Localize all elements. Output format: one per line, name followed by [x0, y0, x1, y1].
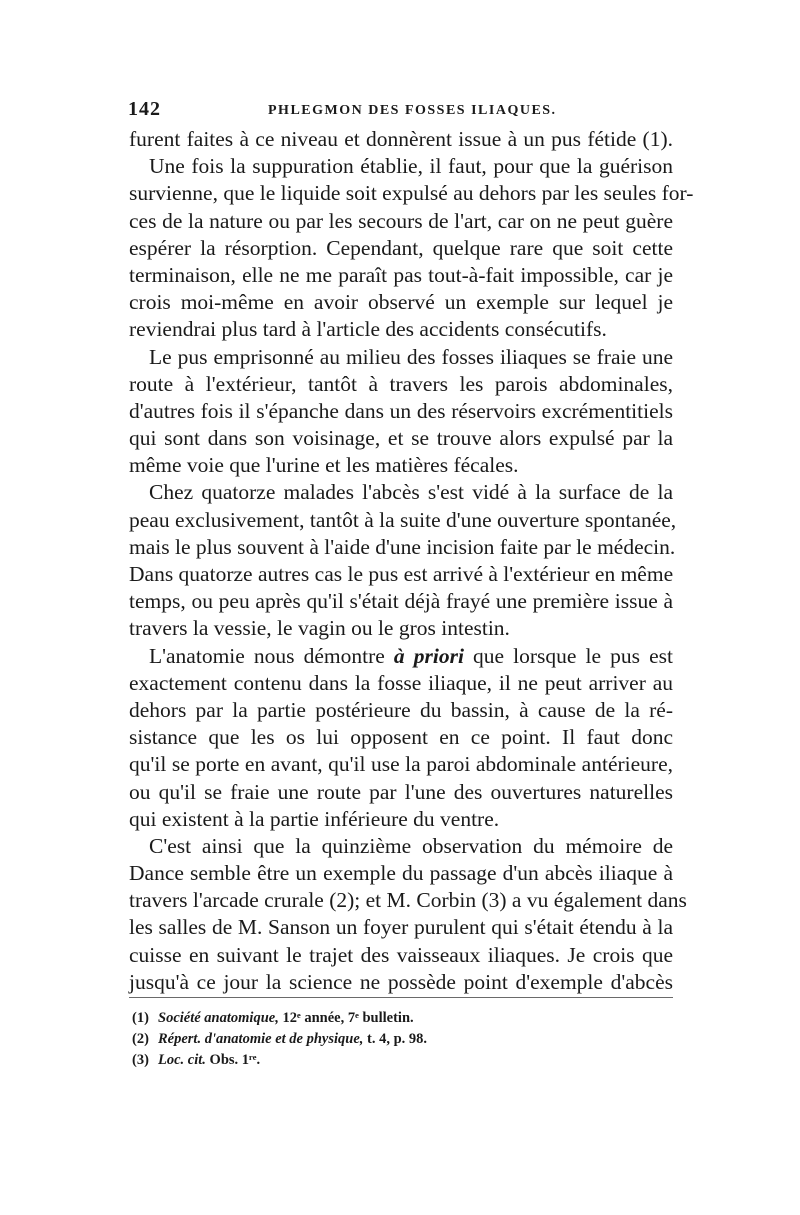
- footnote-source: Société anatomique,: [158, 1010, 279, 1026]
- text-line: même voie que l'urine et les matières fécales.: [129, 453, 519, 478]
- text-line: peau exclusivement, tantôt à la suite d'une ouverture spontanée,: [129, 507, 677, 532]
- text-line: les salles de M. Sanson un foyer purulent qui s'était étendu à la: [129, 915, 673, 940]
- text-line: Dance semble être un exemple du passage d'un abcès iliaque à: [129, 861, 673, 886]
- text-line: temps, ou peu après qu'il s'était déjà frayé une première issue à: [129, 589, 673, 614]
- text-line: jusqu'à ce jour la science ne possède point d'exemple d'abcès: [129, 969, 673, 994]
- text-line: espérer la résorption. Cependant, quelque rare que soit cette: [129, 235, 673, 260]
- text-line: crois moi-même en avoir observé un exemple sur lequel je: [129, 290, 673, 315]
- text-line: travers la vessie, le vagin ou le gros intestin.: [129, 616, 510, 641]
- text-line: ces de la nature ou par les secours de l'art, car on ne peut guère: [129, 208, 673, 233]
- footnote-detail: 12ᵉ année, 7ᵉ bulletin.: [278, 1010, 414, 1026]
- text-line: exactement contenu dans la fosse iliaque, il ne peut arriver au: [129, 670, 673, 695]
- text-line: dehors par la partie postérieure du bassin, à cause de la ré-: [129, 697, 673, 722]
- text-line: route à l'extérieur, tantôt à travers les parois abdominales,: [129, 371, 673, 396]
- footnote-divider: [129, 997, 673, 998]
- page-number: 142: [128, 98, 161, 120]
- text-line: cuisse en suivant le trajet des vaisseaux iliaques. Je crois que: [129, 942, 673, 967]
- text-line: qu'il se porte en avant, qu'il use la paroi abdominale antérieure,: [129, 752, 673, 777]
- text-line-mixed: [129, 643, 673, 670]
- text-fragment: que lorsque le pus est: [473, 643, 674, 668]
- text-line: ou qu'il se fraie une route par l'une des ouvertures naturelles: [129, 779, 673, 804]
- footnotes: [132, 1008, 672, 1071]
- text-fragment: L'anatomie nous démontre: [149, 643, 385, 668]
- body-text: [129, 126, 694, 996]
- footnote: [132, 1029, 672, 1050]
- text-line: Le pus emprisonné au milieu des fosses iliaques se fraie une: [149, 344, 673, 369]
- text-line: qui existent à la partie inférieure du ventre.: [129, 806, 500, 831]
- footnote-source: Répert. d'anatomie et de physique,: [158, 1031, 364, 1047]
- text-line: d'autres fois il s'épanche dans un des réservoirs excrémentitiels: [129, 398, 673, 423]
- footnote-detail: t. 4, p. 98.: [363, 1031, 428, 1047]
- footnote-number: (3): [132, 1052, 149, 1068]
- text-line: survienne, que le liquide soit expulsé au dehors par les seules for-: [129, 181, 694, 206]
- footnote: [132, 1008, 672, 1029]
- footnote-number: (2): [132, 1031, 149, 1047]
- text-line: qui sont dans son voisinage, et se trouve alors expulsé par la: [129, 426, 673, 451]
- text-line: Dans quatorze autres cas le pus est arrivé à l'extérieur en même: [129, 562, 674, 586]
- text-line: sistance que les os lui opposent en ce point. Il faut donc: [129, 725, 673, 750]
- running-head: PHLEGMON DES FOSSES ILIAQUES.: [268, 103, 557, 118]
- text-line: reviendrai plus tard à l'article des accidents consécutifs.: [129, 317, 607, 342]
- text-line: travers l'arcade crurale (2); et M. Corbin (3) a vu également dans: [129, 888, 687, 913]
- text-line: terminaison, elle ne me paraît pas tout-à-fait impossible, car je: [129, 262, 673, 287]
- italic-phrase: à priori: [393, 643, 464, 668]
- text-line: mais le plus souvent à l'aide d'une incision faite par le médecin.: [129, 534, 676, 559]
- footnote-detail: Obs. 1ʳᵉ.: [205, 1052, 261, 1068]
- footnote-source: Loc. cit.: [158, 1052, 206, 1068]
- footnote-number: (1): [132, 1010, 149, 1026]
- text-line: furent faites à ce niveau et donnèrent issue à un pus fétide (1).: [129, 127, 673, 151]
- text-line: Une fois la suppuration établie, il faut, pour que la guérison: [149, 154, 673, 179]
- text-line: Chez quatorze malades l'abcès s'est vidé à la surface de la: [149, 480, 673, 505]
- footnote: [132, 1050, 672, 1071]
- text-line: C'est ainsi que la quinzième observation du mémoire de: [149, 833, 673, 858]
